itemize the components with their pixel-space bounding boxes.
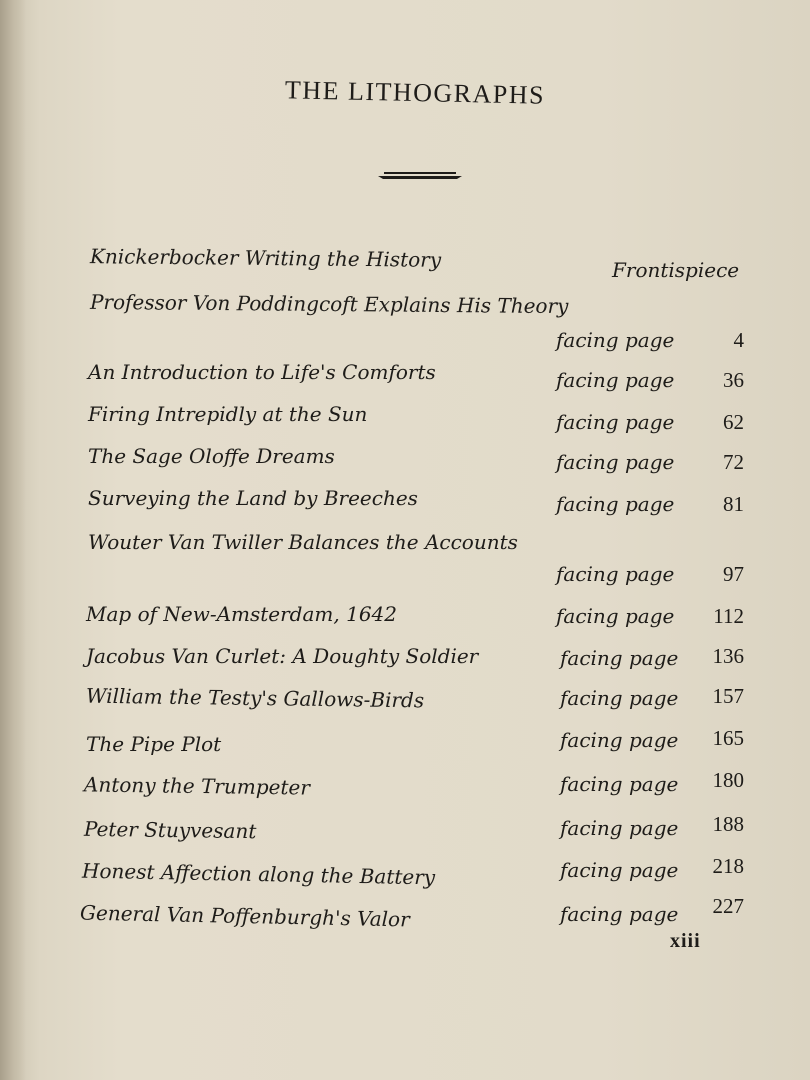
- entry-facing-label: facing page: [556, 368, 675, 392]
- list-item: [0, 246, 810, 286]
- entry-page-number: 180: [712, 768, 744, 792]
- entry-title: General Van Poffenburgh's Valor: [79, 900, 410, 932]
- entry-title: Firing Intrepidly at the Sun: [88, 402, 368, 426]
- list-item: [0, 768, 810, 814]
- entry-facing-label: facing page: [556, 450, 675, 474]
- entry-page-number: 112: [713, 604, 744, 628]
- list-item: [0, 402, 810, 442]
- entry-title: The Sage Oloffe Dreams: [88, 444, 335, 468]
- list-item: [0, 530, 810, 594]
- entry-facing-label: facing page: [560, 772, 679, 796]
- entry-page-number: 36: [723, 368, 744, 392]
- entry-facing-label: facing page: [560, 816, 679, 840]
- entry-facing-label: facing page: [556, 328, 675, 352]
- entry-facing-label: facing page: [556, 604, 675, 628]
- entry-facing-label: facing page: [560, 902, 679, 926]
- list-item: [0, 854, 810, 902]
- entry-title: Jacobus Van Curlet: A Doughty Soldier: [86, 644, 479, 668]
- entry-page-number: 72: [723, 450, 744, 474]
- entry-title: Antony the Trumpeter: [83, 772, 311, 800]
- list-item: [0, 726, 810, 770]
- page-folio: xiii: [670, 930, 701, 952]
- entry-title: Peter Stuyvesant: [83, 816, 257, 844]
- entry-page-number: 157: [712, 684, 744, 708]
- entry-facing-label: facing page: [556, 562, 675, 586]
- entry-title: An Introduction to Life's Comforts: [88, 360, 436, 384]
- entry-title: William the Testy's Gallows-Birds: [85, 683, 425, 713]
- entry-page-number: 227: [712, 894, 744, 918]
- entry-page-number: 218: [712, 854, 744, 878]
- entry-page-number: 4: [733, 328, 744, 352]
- entry-title: Honest Affection along the Battery: [81, 858, 436, 890]
- entry-title: Wouter Van Twiller Balances the Accounts: [88, 530, 518, 554]
- entry-facing-label: facing page: [556, 410, 675, 434]
- list-item: [0, 812, 810, 858]
- list-item: [0, 444, 810, 484]
- entry-facing-label: facing page: [556, 492, 675, 516]
- entry-title: Surveying the Land by Breeches: [88, 486, 418, 510]
- entry-page-number: 97: [723, 562, 744, 586]
- list-item: [0, 683, 810, 726]
- list-item: [0, 602, 810, 642]
- list-item: [0, 289, 810, 356]
- entry-page-number: 188: [712, 812, 744, 836]
- page-title: THE LITHOGRAPHS: [284, 75, 546, 110]
- entry-page-number: 136: [712, 644, 744, 668]
- entry-title: Map of New-Amsterdam, 1642: [86, 602, 397, 626]
- list-item: [0, 360, 810, 400]
- entry-facing-label: facing page: [560, 858, 679, 882]
- entry-frontispiece: Frontispiece: [612, 258, 740, 282]
- entry-facing-label: facing page: [560, 686, 679, 710]
- entry-facing-label: facing page: [560, 646, 679, 670]
- entry-page-number: 81: [723, 492, 744, 516]
- entry-title: Professor Von Poddingcoft Explains His Theory: [89, 289, 569, 319]
- entry-title: Knickerbocker Writing the History: [89, 244, 442, 272]
- list-item: [0, 644, 810, 684]
- list-item: [0, 486, 810, 526]
- entry-title: The Pipe Plot: [86, 732, 222, 756]
- entry-facing-label: facing page: [560, 728, 679, 752]
- entry-page-number: 165: [712, 726, 744, 750]
- entry-page-number: 62: [723, 410, 744, 434]
